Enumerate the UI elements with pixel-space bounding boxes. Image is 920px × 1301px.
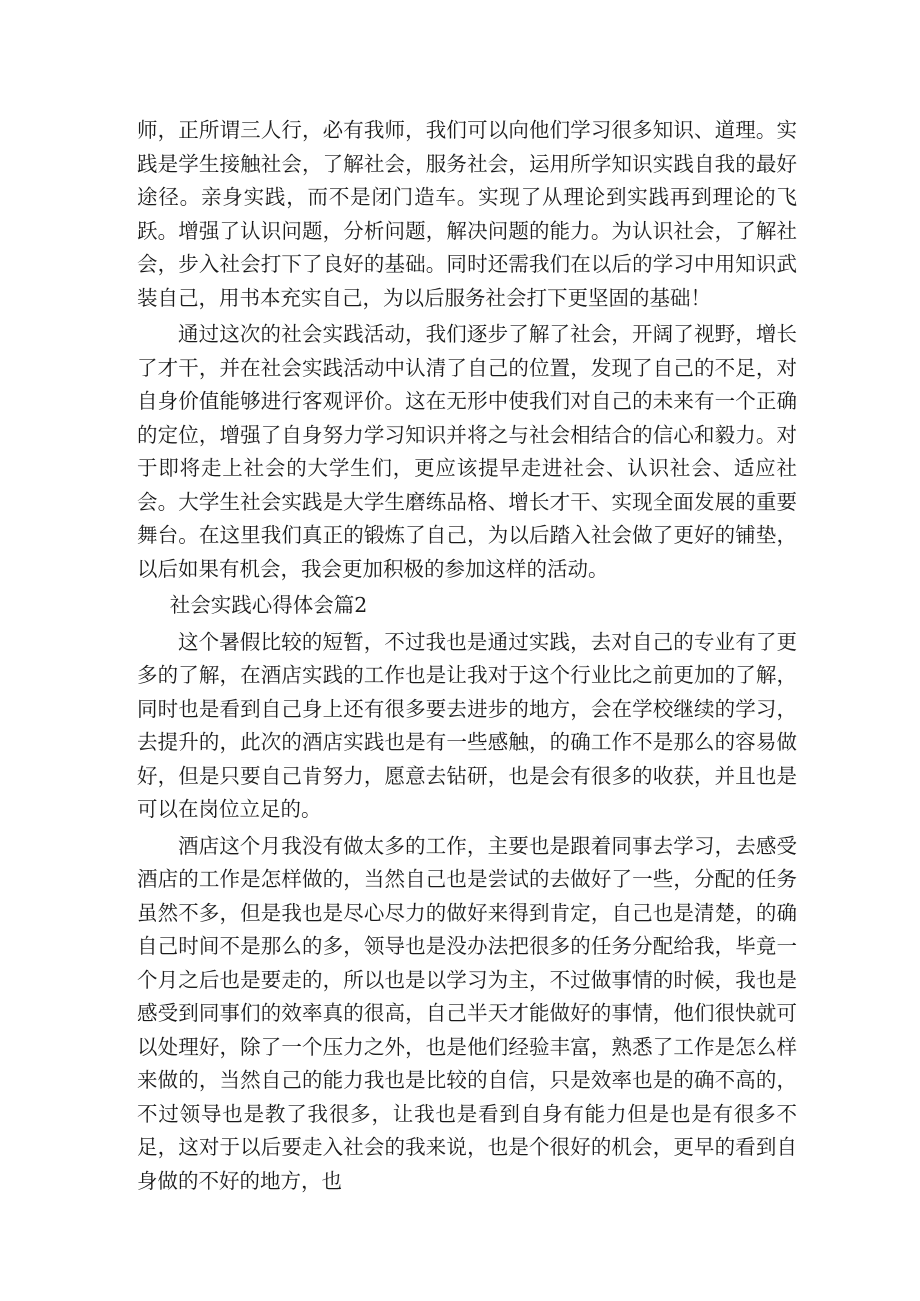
paragraph-hotel-work: 酒店这个月我没有做太多的工作，主要也是跟着同事去学习，去感受酒店的工作是怎样做的，当然自己也是尝试的去做好了一些，分配的任务虽然不多，但是我也是尽心尽力的做好来得到肯定，自己也是清楚，的确自己时间不是那么的多，领导也是没办法把很多的任务分配给我，毕竟一个月之后也是要走的，所以也是以学习为主，不过做事情的时候，我也是感受到同事们的效率真的很高，自己半天才能做好的事情，他们很快就可以处理好，除了一个压力之外，也是他们经验丰富，熟悉了工作是怎么样来做的，当然自己的能力我也是比较的自信，只是效率也是的确不高的，不过领导也是教了我很多，让我也是看到自身有能力但是也是有很多不足，这对于以后要走入社会的我来说，也是个很好的机会，更早的看到自身做的不好的地方，也 bbox=[137, 833, 797, 1193]
paragraph-summer-practice: 这个暑假比较的短暂，不过我也是通过实践，去对自己的专业有了更多的了解，在酒店实践的工作也是让我对于这个行业比之前更加的了解，同时也是看到自己身上还有很多要去进步的地方，会在学校继续的学习，去提升的，此次的酒店实践也是有一些感触，的确工作不是那么的容易做好，但是只要自己肯努力，愿意去钻研，也是会有很多的收获，并且也是可以在岗位立足的。 bbox=[137, 629, 797, 821]
section-heading: 社会实践心得体会篇2 bbox=[169, 593, 368, 617]
document-body bbox=[137, 114, 797, 1201]
paragraph-continuation: 师，正所谓三人行，必有我师，我们可以向他们学习很多知识、道理。实践是学生接触社会，了解社会，服务社会，运用所学知识实践自我的最好途径。亲身实践，而不是闭门造车。实现了从理论到实践再到理论的飞跃。增强了认识问题，分析问题，解决问题的能力。为认识社会，了解社会，步入社会打下了良好的基础。同时还需我们在以后的学习中用知识武装自己，用书本充实自己，为以后服务社会打下更坚固的基础！ bbox=[137, 118, 797, 310]
paragraph-practice-summary: 通过这次的社会实践活动，我们逐步了解了社会，开阔了视野，增长了才干，并在社会实践活动中认清了自己的位置，发现了自己的不足，对自身价值能够进行客观评价。这在无形中使我们对自己的未来有一个正确的定位，增强了自身努力学习知识并将之与社会相结合的信心和毅力。对于即将走上社会的大学生们，更应该提早走进社会、认识社会、适应社会。大学生社会实践是大学生磨练品格、增长才干、实现全面发展的重要舞台。在这里我们真正的锻炼了自己，为以后踏入社会做了更好的铺垫，以后如果有机会，我会更加积极的参加这样的活动。 bbox=[137, 322, 797, 581]
